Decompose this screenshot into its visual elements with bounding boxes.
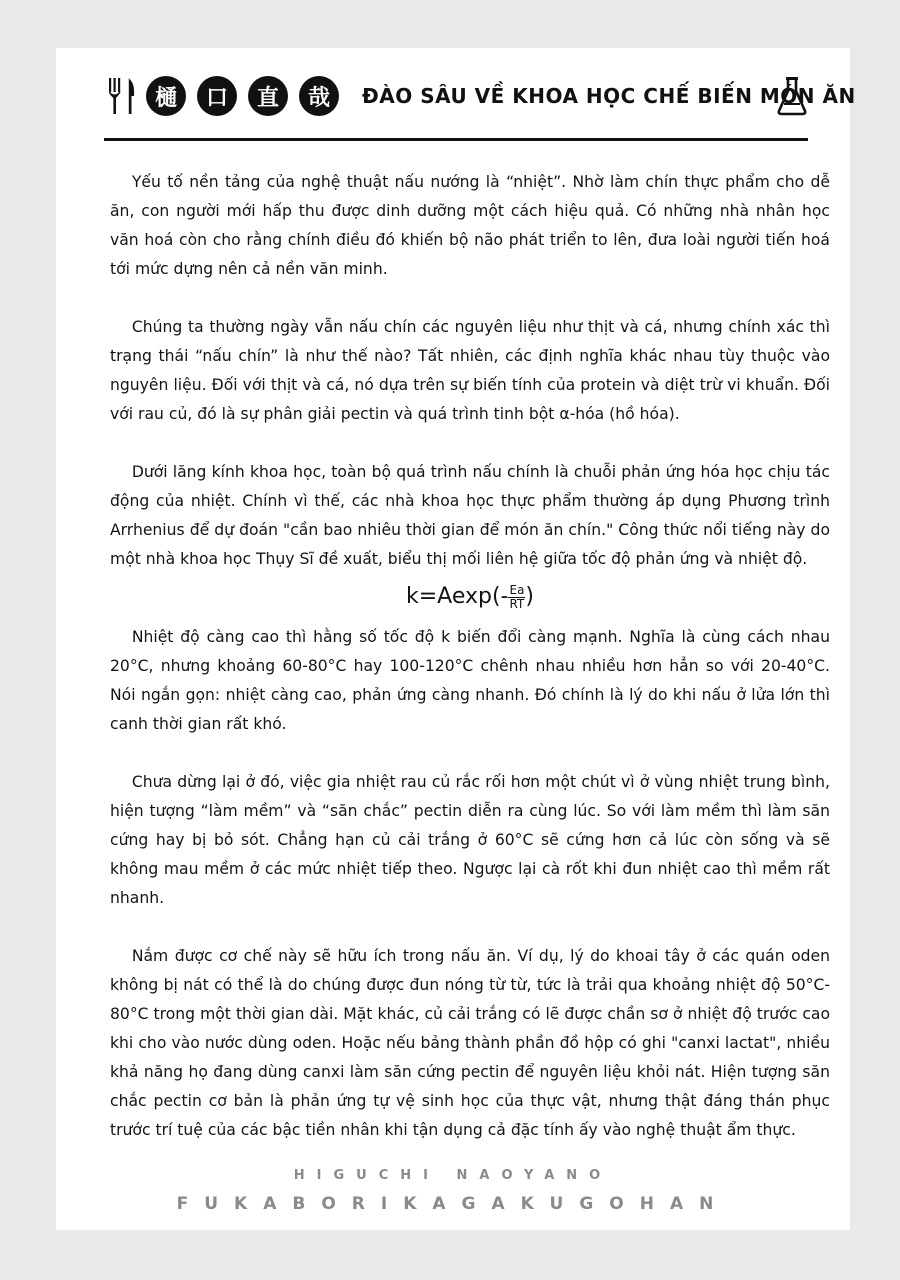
fork-knife-icon xyxy=(106,76,138,116)
header xyxy=(104,68,856,124)
kanji-badge: 哉 xyxy=(299,76,339,116)
footer-series: FUKABORIKAGAKUGOHAN xyxy=(176,1194,730,1214)
flask-icon xyxy=(776,76,808,116)
series-title: ĐÀO SÂU VỀ KHOA HỌC CHẾ BIẾN MÓN ĂN xyxy=(362,84,856,108)
paragraph: Chưa dừng lại ở đó, việc gia nhiệt rau củ rắc rối hơn một chút vì ở vùng nhiệt trung bình, hiện tượng “làm mềm” và “săn chắc” pectin diễn ra cùng lúc. So với làm mềm thì làm săn cứng hay bị bỏ sót. Chẳng hạn củ cải trắng ở 60°C sẽ cứng hơn cả lúc còn sống và sẽ không mau mềm ở các mức nhiệt tiếp theo. Ngược lại cà rốt khi đun nhiệt cao thì mềm rất nhanh. xyxy=(110,773,830,907)
footer-author: HIGUCHI NAOYANO xyxy=(293,1168,613,1183)
kanji-badge: 直 xyxy=(248,76,288,116)
paragraph: Nắm được cơ chế này sẽ hữu ích trong nấu ăn. Ví dụ, lý do khoai tây ở các quán oden không bị nát có thể là do chúng được đun nóng từ từ, tức là trải qua khoảng nhiệt độ 50°C-80°C trong một thời gian dài. Mặt khác, củ cải trắng có lẽ được chần sơ ở nhiệt độ trước cao khi cho vào nước dùng oden. Hoặc nếu bảng thành phần đồ hộp có ghi "canxi lactat", nhiều khả năng họ đang dùng canxi làm săn cứng pectin để nguyên liệu khỏi nát. Hiện tượng săn chắc pectin cơ bản là phản ứng tự vệ sinh học của thực vật, nhưng thật đáng thán phục trước trí tuệ của các bậc tiền nhân khi tận dụng cả đặc tính ấy vào nghệ thuật ẩm thực. xyxy=(110,947,830,1139)
arrhenius-formula xyxy=(110,579,830,615)
paragraph: Dưới lăng kính khoa học, toàn bộ quá trình nấu chính là chuỗi phản ứng hóa học chịu tác động của nhiệt. Chính vì thế, các nhà khoa học thực phẩm thường áp dụng Phương trình Arrhenius để dự đoán "cần bao nhiêu thời gian để món ăn chín." Công thức nổi tiếng này do một nhà khoa học Thụy Sĩ đề xuất, biểu thị mối liên hệ giữa tốc độ phản ứng và nhiệt độ. xyxy=(110,463,830,568)
formula-suffix: ) xyxy=(525,584,535,609)
kanji-badge: 口 xyxy=(197,76,237,116)
article-body xyxy=(110,168,830,1174)
paragraph: Chúng ta thường ngày vẫn nấu chín các nguyên liệu như thịt và cá, nhưng chính xác thì trạng thái “nấu chín” là như thế nào? Tất nhiên, các định nghĩa khác nhau tùy thuộc vào nguyên liệu. Đối với thịt và cá, nó dựa trên sự biến tính của protein và diệt trừ vi khuẩn. Đối với rau củ, đó là sự phân giải pectin và quá trình tinh bột α-hóa (hồ hóa). xyxy=(110,318,830,423)
formula-numerator: Ea xyxy=(509,582,525,597)
formula-denominator: RT xyxy=(509,596,525,611)
page xyxy=(56,48,856,1230)
paragraph: Yếu tố nền tảng của nghệ thuật nấu nướng là “nhiệt”. Nhờ làm chín thực phẩm cho dễ ăn, con người mới hấp thu được dinh dưỡng một cách hiệu quả. Có những nhà nhân học văn hoá còn cho rằng chính điều đó khiến bộ não phát triển to lên, đưa loài người tiến hoá tới mức dựng nên cả nền văn minh. xyxy=(110,173,830,278)
kanji-badge: 樋 xyxy=(146,76,186,116)
author-kanji-badges xyxy=(146,76,339,116)
paragraph: Nhiệt độ càng cao thì hằng số tốc độ k biến đổi càng mạnh. Nghĩa là cùng cách nhau 20°C, nhưng khoảng 60-80°C hay 100-120°C chênh nhau nhiều hơn hẳn so với 20-40°C. Nói ngắn gọn: nhiệt càng cao, phản ứng càng nhanh. Đó chính là lý do khi nấu ở lửa lớn thì canh thời gian rất khó. xyxy=(110,628,830,733)
header-rule xyxy=(104,138,808,141)
formula-fraction xyxy=(508,584,525,611)
formula-prefix: k=Aexp(- xyxy=(405,584,509,609)
